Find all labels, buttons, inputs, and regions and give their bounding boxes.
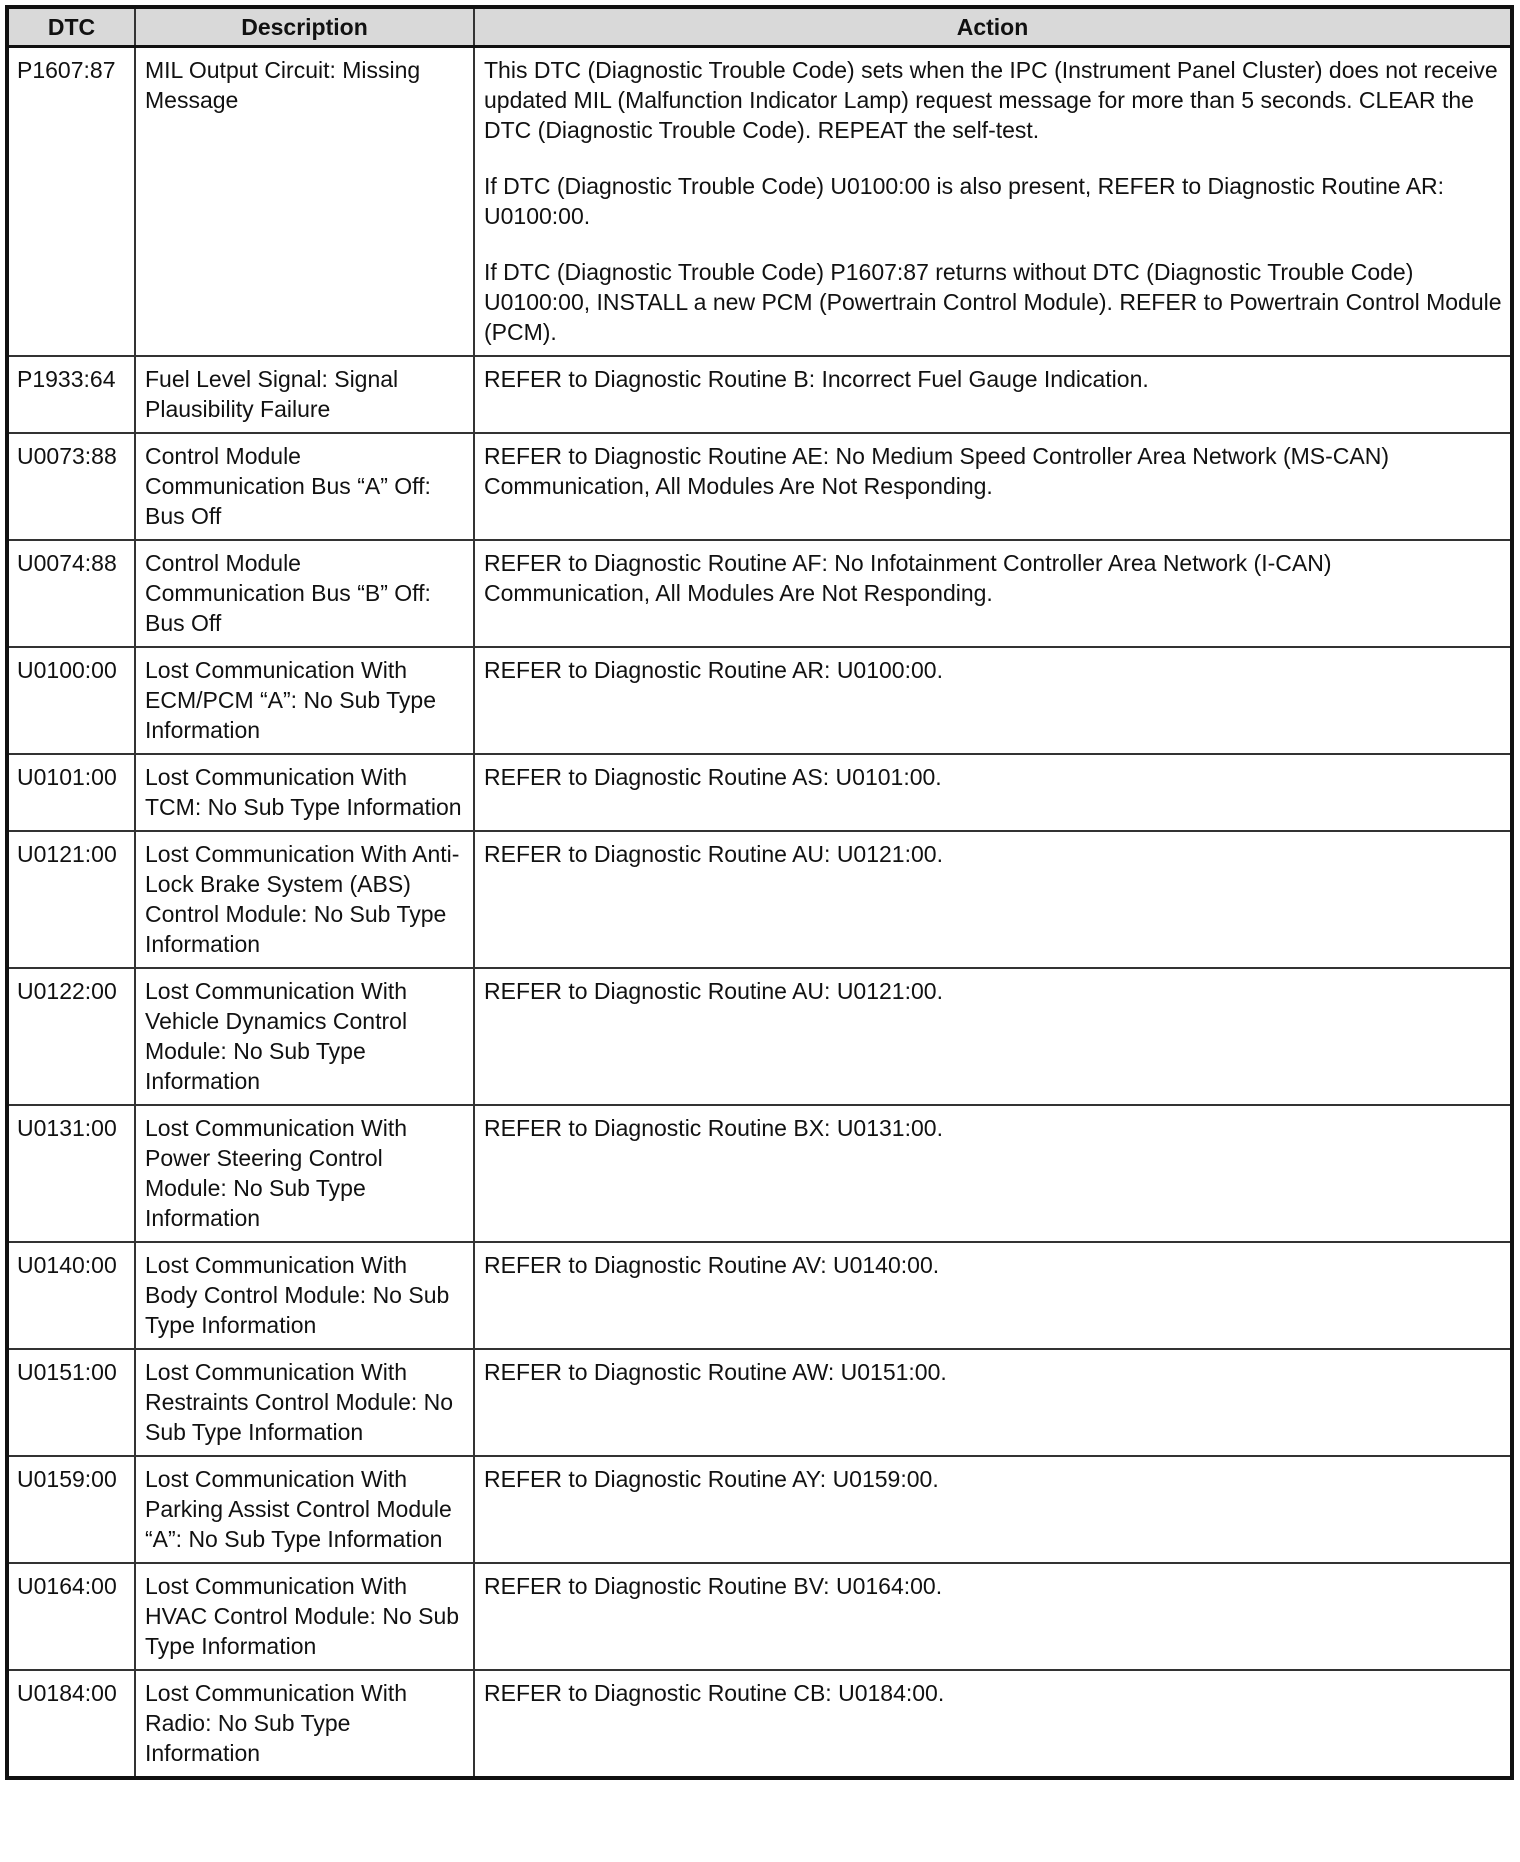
- table-row: [7, 356, 1512, 433]
- action-paragraph: This DTC (Diagnostic Trouble Code) sets when the IPC (Instrument Panel Cluster) does not receive updated MIL (Malfunction Indicator Lamp) request message for more than 5 seconds. CLEAR the DTC (Diagnostic Trouble Code). REPEAT the self-test.: [484, 57, 1498, 143]
- description-cell: Lost Communication With Radio: No Sub Type Information: [135, 1670, 474, 1778]
- description-cell: Control Module Communication Bus “A” Off: Bus Off: [135, 433, 474, 540]
- table-row: [7, 1456, 1512, 1563]
- action-paragraph: REFER to Diagnostic Routine BX: U0131:00.: [484, 1115, 943, 1141]
- dtc-code-cell: U0122:00: [7, 968, 135, 1105]
- action-paragraph: REFER to Diagnostic Routine BV: U0164:00.: [484, 1573, 943, 1599]
- description-cell: Lost Communication With Power Steering Control Module: No Sub Type Information: [135, 1105, 474, 1242]
- action-paragraph: REFER to Diagnostic Routine AF: No Infotainment Controller Area Network (I-CAN) Communication, All Modules Are Not Responding.: [484, 550, 1332, 606]
- action-paragraph: REFER to Diagnostic Routine AE: No Medium Speed Controller Area Network (MS-CAN) Communication, All Modules Are Not Responding.: [484, 443, 1390, 499]
- action-cell: [474, 831, 1512, 968]
- dtc-code-cell: U0073:88: [7, 433, 135, 540]
- action-paragraph: REFER to Diagnostic Routine AW: U0151:00.: [484, 1359, 947, 1385]
- header-action: Action: [474, 7, 1512, 47]
- description-cell: Lost Communication With HVAC Control Module: No Sub Type Information: [135, 1563, 474, 1670]
- action-cell: [474, 1242, 1512, 1349]
- action-cell: [474, 433, 1512, 540]
- dtc-code-cell: U0101:00: [7, 754, 135, 831]
- table-row: [7, 831, 1512, 968]
- table-row: [7, 1563, 1512, 1670]
- action-cell: [474, 47, 1512, 357]
- action-paragraph: If DTC (Diagnostic Trouble Code) P1607:87 returns without DTC (Diagnostic Trouble Code) U0100:00, INSTALL a new PCM (Powertrain Control Module). REFER to Powertrain Control Module (PCM).: [484, 259, 1502, 345]
- action-paragraph: REFER to Diagnostic Routine AU: U0121:00.: [484, 978, 943, 1004]
- dtc-code-cell: U0121:00: [7, 831, 135, 968]
- action-paragraph: REFER to Diagnostic Routine AR: U0100:00.: [484, 657, 943, 683]
- table-row: [7, 433, 1512, 540]
- action-cell: [474, 968, 1512, 1105]
- table-row: [7, 968, 1512, 1105]
- dtc-code-cell: U0184:00: [7, 1670, 135, 1778]
- dtc-code-cell: P1607:87: [7, 47, 135, 357]
- description-cell: Fuel Level Signal: Signal Plausibility Failure: [135, 356, 474, 433]
- description-cell: MIL Output Circuit: Missing Message: [135, 47, 474, 357]
- header-dtc: DTC: [7, 7, 135, 47]
- action-cell: [474, 1349, 1512, 1456]
- action-paragraph: REFER to Diagnostic Routine AY: U0159:00.: [484, 1466, 939, 1492]
- action-cell: [474, 540, 1512, 647]
- action-cell: [474, 1670, 1512, 1778]
- description-cell: Lost Communication With Parking Assist Control Module “A”: No Sub Type Information: [135, 1456, 474, 1563]
- action-paragraph: REFER to Diagnostic Routine AU: U0121:00.: [484, 841, 943, 867]
- action-cell: [474, 1563, 1512, 1670]
- action-cell: [474, 754, 1512, 831]
- dtc-code-cell: U0074:88: [7, 540, 135, 647]
- table-body: [7, 47, 1512, 1779]
- table-row: [7, 1242, 1512, 1349]
- table-row: [7, 1105, 1512, 1242]
- action-paragraph: REFER to Diagnostic Routine AV: U0140:00.: [484, 1252, 940, 1278]
- dtc-code-cell: U0164:00: [7, 1563, 135, 1670]
- action-cell: [474, 1105, 1512, 1242]
- dtc-code-cell: U0131:00: [7, 1105, 135, 1242]
- description-cell: Lost Communication With ECM/PCM “A”: No Sub Type Information: [135, 647, 474, 754]
- dtc-code-cell: U0140:00: [7, 1242, 135, 1349]
- action-paragraph: If DTC (Diagnostic Trouble Code) U0100:00 is also present, REFER to Diagnostic Routine AR: U0100:00.: [484, 173, 1445, 229]
- table-row: [7, 1349, 1512, 1456]
- table-header-row: [7, 7, 1512, 47]
- action-paragraph: REFER to Diagnostic Routine B: Incorrect Fuel Gauge Indication.: [484, 366, 1149, 392]
- table-row: [7, 647, 1512, 754]
- description-cell: Lost Communication With Anti-Lock Brake System (ABS) Control Module: No Sub Type Information: [135, 831, 474, 968]
- table-row: [7, 47, 1512, 357]
- dtc-code-cell: U0159:00: [7, 1456, 135, 1563]
- action-paragraph: REFER to Diagnostic Routine CB: U0184:00.: [484, 1680, 945, 1706]
- description-cell: Lost Communication With TCM: No Sub Type Information: [135, 754, 474, 831]
- table-row: [7, 754, 1512, 831]
- description-cell: Lost Communication With Restraints Control Module: No Sub Type Information: [135, 1349, 474, 1456]
- action-cell: [474, 356, 1512, 433]
- header-description: Description: [135, 7, 474, 47]
- table-row: [7, 540, 1512, 647]
- dtc-code-cell: P1933:64: [7, 356, 135, 433]
- action-cell: [474, 1456, 1512, 1563]
- dtc-code-cell: U0100:00: [7, 647, 135, 754]
- dtc-table: [5, 5, 1514, 1780]
- dtc-code-cell: U0151:00: [7, 1349, 135, 1456]
- table-row: [7, 1670, 1512, 1778]
- action-cell: [474, 647, 1512, 754]
- description-cell: Control Module Communication Bus “B” Off: Bus Off: [135, 540, 474, 647]
- description-cell: Lost Communication With Vehicle Dynamics Control Module: No Sub Type Information: [135, 968, 474, 1105]
- description-cell: Lost Communication With Body Control Module: No Sub Type Information: [135, 1242, 474, 1349]
- action-paragraph: REFER to Diagnostic Routine AS: U0101:00.: [484, 764, 942, 790]
